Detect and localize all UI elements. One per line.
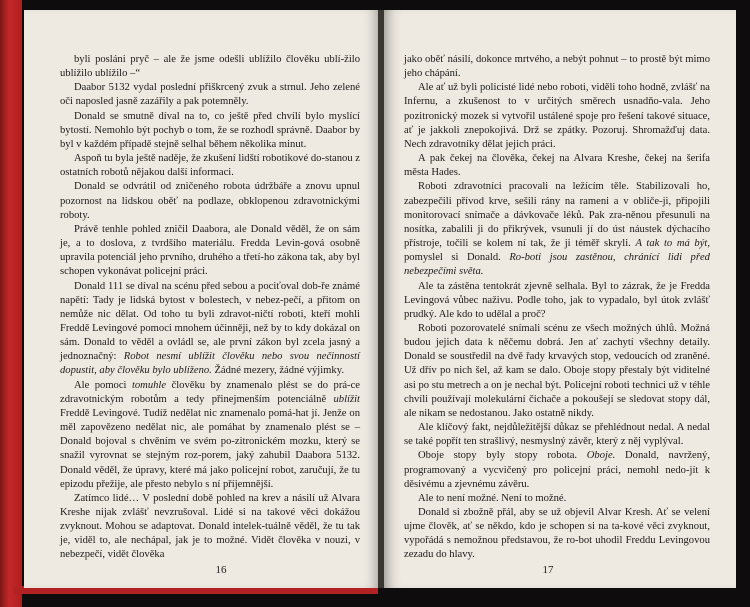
text-run: Ale klíčový fakt, nejdůležitější důkaz se přehlédnout nedal. A nedal se také popřít ten strašlivý, nesmyslný závěr, který z něj vyplýval. <box>404 422 710 448</box>
paragraph <box>404 449 710 491</box>
text-run: Freddě Levingové. Tudíž nedělat nic znamenalo pomá-hat jí. Jenže on měl zapovězeno nedělat nic, ale pomáhat by znamenalo plést se – Donald bojoval s chvěním ve svém po-zitronickém mozku, který se snažil vyrovnat se stejným roz-porem, jaký zahubil Daabora 5132. Donald věděl, že úpravy, které má jako policejní robot, zaručují, že tu epizodu přežije, ale přesto nebylo s ní příjemnější. <box>60 407 360 490</box>
left-page-body <box>60 53 360 563</box>
text-run: Aspoň tu byla ještě naděje, že zkušení lidští robotikové do-stanou z ostatních robotů nějakou další informaci. <box>60 153 360 179</box>
text-run: jako oběť násilí, dokonce mrtvého, a nebýt pohnut – to prostě být mimo jeho chápání. <box>404 54 710 80</box>
left-page <box>24 10 378 588</box>
text-run: Roboti pozorovatelé snímali scénu ze všech možných úhlů. Možná budou jejich data k něčemu dobrá. Jen ať zachytí všechny detaily. Donald se soustředil na dvě řady krvavých stop, vedoucích od zraněné. Už dřív po nich šel, až kam se dalo. Oboje stopy přestaly být viditelné asi po stu metrech a on je nechal být. Policejní roboti technici už v téhle chvíli používají molekulární čichače a pokoušejí se sledovat stopy dál, ale nikam se nedostanou. Jako ostatně nikdy. <box>404 322 710 419</box>
text-run: Donald se odvrátil od zničeného robota údržbáře a znovu upnul pozornost na lidskou oběť na podlaze, obklopenou zdravotnickými roboty. <box>60 181 360 221</box>
italic-text: A tak to má být, <box>635 238 711 250</box>
paragraph <box>60 53 360 81</box>
paragraph <box>404 322 710 421</box>
text-run: Oboje stopy byly stopy robota. <box>418 450 587 462</box>
text-run: Donald si zbožně přál, aby se už objevil Alvar Kresh. Ať se velení ujme člověk, ať se někdo, kdo je schopen si na ta-kové věci zvyknout, vypořádá s nemožnou představou, že ro-bot uhodil Freddu Levingovou zezadu do hlavy. <box>404 507 710 561</box>
paragraph <box>404 506 710 563</box>
book-cover-edge <box>0 0 22 607</box>
paragraph <box>404 152 710 180</box>
paragraph <box>404 53 710 81</box>
right-page-number: 17 <box>542 564 554 576</box>
paragraph <box>60 180 360 222</box>
paragraph <box>404 492 710 506</box>
text-run: Donald 111 se díval na scénu před sebou a pociťoval dob-ře známé napětí: Tady je lidská bytost v bolestech, v nebez-pečí, a přitom on nemůže nic dělat. Od toho tu byli zdravot-ničtí roboti, kteří mohli Freddě Levingové pomoci mnohem účinněji, než by to kdy dokázal on sám. Donald to věděl a ovládl se, ale první zákon byl zcela jasný a jednoznačný: <box>60 280 360 363</box>
text-run: Ale ať už byli policisté lidé nebo roboti, viděli toho hodně, zvlášť na Infernu, a zkušenost to v určitých směrech usnadňo-vala. Jeho pozitronický mozek si vytvořil ustálené spoje pro řešení takové situace, ať je jakkoli znepokojivá. Drž se zpátky. Pozoruj. Shromažďuj data. Nech zdravotníky dělat jejich práci. <box>404 82 710 150</box>
right-page-body <box>404 53 710 563</box>
text-run: A pak čekej na člověka, čekej na Alvara Kreshe, čekej na šerifa města Hades. <box>404 153 710 179</box>
text-run: Donald se smutně díval na to, co ještě před chvílí bylo myslící bytostí. Nemohlo být pochyb o tom, že se rozhodl správně. Daabor by byl v každém případě stejně selhal během několika minut. <box>60 110 360 150</box>
text-run: Právě tenhle pohled zničil Daabora, ale Donald věděl, že on sám je, a to doslova, z tvrdšího materiálu. Fredda Levin-gová osobně upravila potenciál jeho prvního, druhého a třetí-ho zákona tak, aby byl schopen vykonávat policejní práci. <box>60 223 360 278</box>
text-run: pomyslel si Donald. <box>404 252 510 264</box>
paragraph <box>60 81 360 109</box>
text-run: Roboti zdravotníci pracovali na ležícím těle. Stabilizovali ho, zabezpečili přívod krve, sešili rány na rameni a v obliče-ji, připojili monitorovací snímače a dávkovače léků. Pak zra-něnou přesunuli na nosítka, zabalili ji do přikrývek, vsunuli jí do úst náustek dýchacího přístroje, točili se kolem ní tak, že ji téměř skryli. <box>404 181 710 250</box>
italic-text: Oboje. <box>586 450 616 462</box>
text-run: byli posláni pryč – ale že jsme odešli ublížilo člověku ublí-žilo ublížilo ublížilo –“ <box>60 54 360 80</box>
italic-text: Ro-boti jsou zastěnou, chránící lidi před nebezpečími světa. <box>404 252 710 278</box>
paragraph <box>60 492 360 563</box>
italic-text: ublížit <box>333 393 360 405</box>
text-run: Ale to není možné. Není to možné. <box>418 492 567 504</box>
right-page <box>384 10 736 588</box>
text-run: Ale ta zástěna tentokrát zjevně selhala. Byl to zázrak, že je Fredda Levingová vůbec naživu. Podle toho, jak to vypadalo, byl útok zvlášť prudký. Ale kdo to udělal a proč? <box>404 280 710 320</box>
paragraph <box>60 280 360 379</box>
italic-text: Robot nesmí ublížit člověku nebo svou nečinností dopustit, aby člověku bylo ublíženo. <box>60 351 360 377</box>
paragraph <box>404 180 710 279</box>
paragraph <box>60 223 360 280</box>
text-run: Zatímco lidé… V poslední době pohled na krev a násilí už Alvara Kreshe nijak zvlášť nevzrušoval. Lidé si na takové věci dokážou zvyknout. Mohou se adaptovat. Donald intelek-tuálně věděl, že tu tak je, viděl to, ale nechápal, jak je to možné. Vidět člověka v nouzi, v nebezpečí, vidět člověka <box>60 492 360 561</box>
italic-text: tomuhle <box>131 379 167 391</box>
text-run: Daabor 5132 vydal poslední přiškrcený zvuk a strnul. Jeho zelené oči naposled jasně zazářily a pak potemněly. <box>60 82 360 108</box>
text-run: člověku by znamenalo plést se do prá-ce zdravotnickým robotům a tedy přinejmenším potenciálně <box>60 379 360 405</box>
paragraph <box>404 421 710 449</box>
text-run: Ale pomoci <box>74 379 132 391</box>
paragraph <box>60 379 360 492</box>
paragraph <box>404 81 710 152</box>
text-run: Žádné mezery, žádné výjimky. <box>211 365 344 377</box>
text-run: Donald, navržený, programovaný a vycvičený pro policejní práci, nemohl nedo-jít k děsivému a zjevnému závěru. <box>404 450 711 490</box>
paragraph <box>60 152 360 180</box>
paragraph <box>404 280 710 322</box>
paragraph <box>60 110 360 152</box>
left-page-number: 16 <box>215 564 227 576</box>
